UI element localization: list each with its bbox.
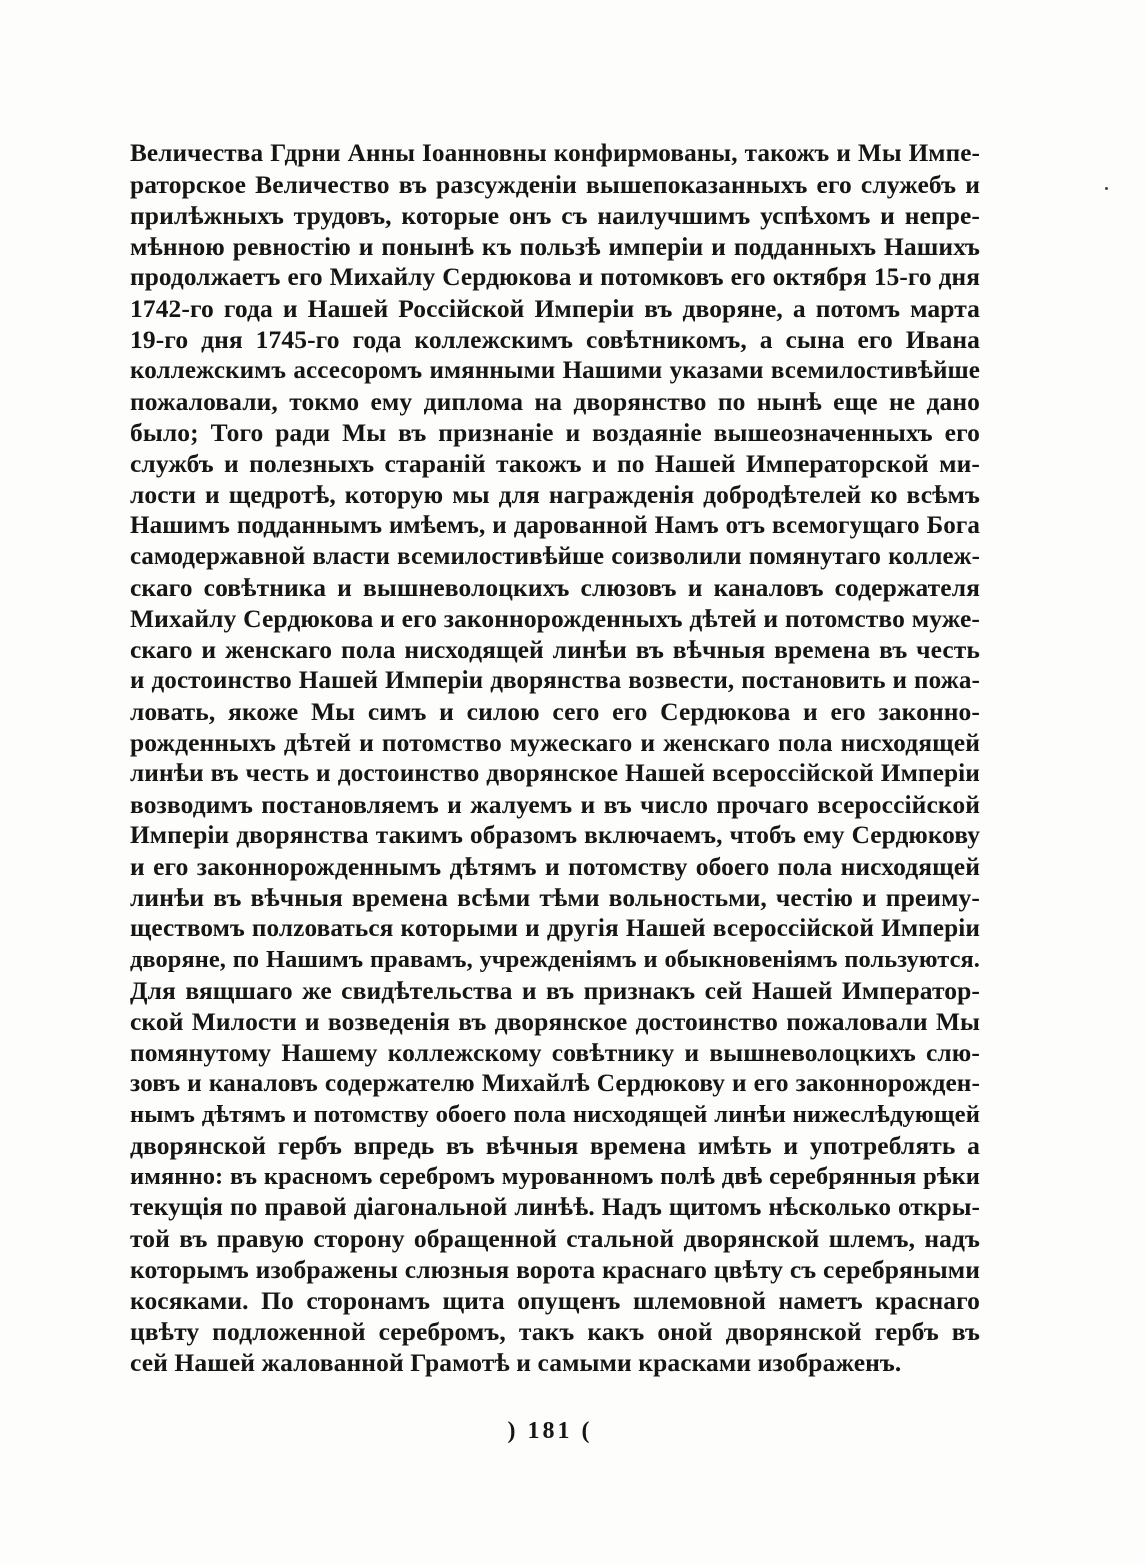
text-line: ловать, якоже Мы симъ и силою сего его Сердюкова и его законно- bbox=[130, 697, 980, 726]
text-line: пожаловали, токмо ему диплома на дворянство по нынѣ еще не дано bbox=[130, 387, 980, 416]
text-line: нымъ дѣтямъ и потомству обоего пола нисходящей линѣи нижеслѣдующей bbox=[130, 1101, 980, 1128]
text-line: Для вящшаго же свидѣтельства и въ признакъ сей Нашей Император- bbox=[130, 976, 980, 1005]
text-line: косяками. По сторонамъ щита опущенъ шлемовной наметъ краснаго bbox=[130, 1286, 980, 1315]
text-line: лости и щедротѣ, которую мы для награжденія добродѣтелей ко всѣмъ bbox=[130, 480, 980, 509]
text-line: службъ и полезныхъ стараній такожъ и по Нашей Императорской ми- bbox=[130, 449, 980, 478]
text-line: Величества Гдрни Анны Іоанновны конфирмованы, такожъ и Мы Импе- bbox=[130, 140, 980, 167]
text-line: и его законнорожденнымъ дѣтямъ и потомству обоего пола нисходящей bbox=[130, 852, 980, 881]
text-line: цвѣту подложенной серебромъ, такъ какъ оной дворянской гербъ въ bbox=[130, 1317, 980, 1346]
text-line: возводимъ постановляемъ и жалуемъ и въ число прочаго всероссійской bbox=[130, 790, 980, 819]
text-line: Имперіи дворянства такимъ образомъ включаемъ, чтобъ ему Сердюкову bbox=[130, 821, 980, 849]
text-line: было; Того ради Мы въ признаніе и воздаяніе вышеозначенныхъ его bbox=[130, 418, 980, 447]
text-line: мѣнною ревностію и понынѣ къ пользѣ имперіи и подданныхъ Нашихъ bbox=[130, 232, 980, 261]
text-line: Нашимъ подданнымъ имѣемъ, и дарованной Намъ отъ всемогущаго Бога bbox=[130, 512, 980, 539]
text-line: скаго и женскаго пола нисходящей линѣи въ вѣчныя времена въ честь bbox=[130, 635, 980, 664]
text-line: линѣи въ честь и достоинство дворянское Нашей всероссійской Имперіи bbox=[130, 759, 980, 787]
text-line: ской Милости и возведенія въ дворянское достоинство пожаловали Мы bbox=[130, 1007, 980, 1036]
text-line: коллежскимъ ассесоромъ имянными Нашими указами всемилостивѣйше bbox=[130, 357, 980, 384]
text-line: рожденныхъ дѣтей и потомство мужескаго и женскаго пола нисходящей bbox=[130, 728, 980, 757]
text-line: имянно: въ красномъ серебромъ мурованномъ полѣ двѣ серебрянныя рѣки bbox=[130, 1163, 980, 1190]
text-line: прилѣжныхъ трудовъ, которые онъ съ наилучшимъ успѣхомъ и непре- bbox=[130, 201, 980, 230]
body-text bbox=[130, 138, 980, 1378]
text-line: раторское Величество въ разсужденіи вышепоказанныхъ его служебъ и bbox=[130, 170, 980, 199]
text-line: Михайлу Сердюкова и его законнорожденныхъ дѣтей и потомство муже- bbox=[130, 604, 980, 633]
text-line: дворянской гербъ впредь въ вѣчныя времена имѣть и употреблять а bbox=[130, 1131, 980, 1160]
text-line: которымъ изображены слюзныя ворота краснаго цвѣту съ серебряными bbox=[130, 1255, 980, 1284]
text-line: текущія по правой діагональной линѣѣ. Надъ щитомъ нѣсколько откры- bbox=[130, 1194, 980, 1221]
text-line: ществомъ полzоваться которыми и другія Нашей всероссійской Имперіи bbox=[130, 914, 980, 942]
text-line: линѣи въ вѣчныя времена всѣми тѣми вольностьми, честію и преиму- bbox=[130, 883, 980, 912]
page-number: ) 181 ( bbox=[507, 1418, 593, 1444]
text-line: и достоинство Нашей Имперіи дворянства возвести, постановить и пожа- bbox=[130, 667, 980, 694]
text-line: самодержавной власти всемилостивѣйше соизволили помянутаго коллеж- bbox=[130, 543, 980, 570]
ink-speck bbox=[1105, 187, 1108, 190]
text-line: продолжаетъ его Михайлу Сердюкова и потомковъ его октября 15-го дня bbox=[130, 263, 980, 291]
text-line-last: сей Нашей жалованной Грамотѣ и самыми красками изображенъ. bbox=[130, 1348, 902, 1377]
text-line: дворяне, по Нашимъ правамъ, учрежденіямъ и обыкновеніямъ пользуются. bbox=[130, 946, 980, 973]
text-line: той въ правую сторону обращенной стальной дворянской шлемъ, надъ bbox=[130, 1224, 980, 1253]
text-line: зовъ и каналовъ содержателю Михайлѣ Сердюкову и его законнорожден- bbox=[130, 1069, 980, 1097]
text-line: скаго совѣтника и вышневолоцкихъ слюзовъ и каналовъ содержателя bbox=[130, 573, 980, 602]
text-line: помянутому Нашему коллежскому совѣтнику и вышневолоцкихъ слю- bbox=[130, 1038, 980, 1067]
text-line: 19-го дня 1745-го года коллежскимъ совѣтникомъ, а сына его Ивана bbox=[130, 325, 980, 354]
text-line: 1742-го года и Нашей Россійской Имперіи въ дворяне, а потомъ марта bbox=[130, 294, 980, 323]
